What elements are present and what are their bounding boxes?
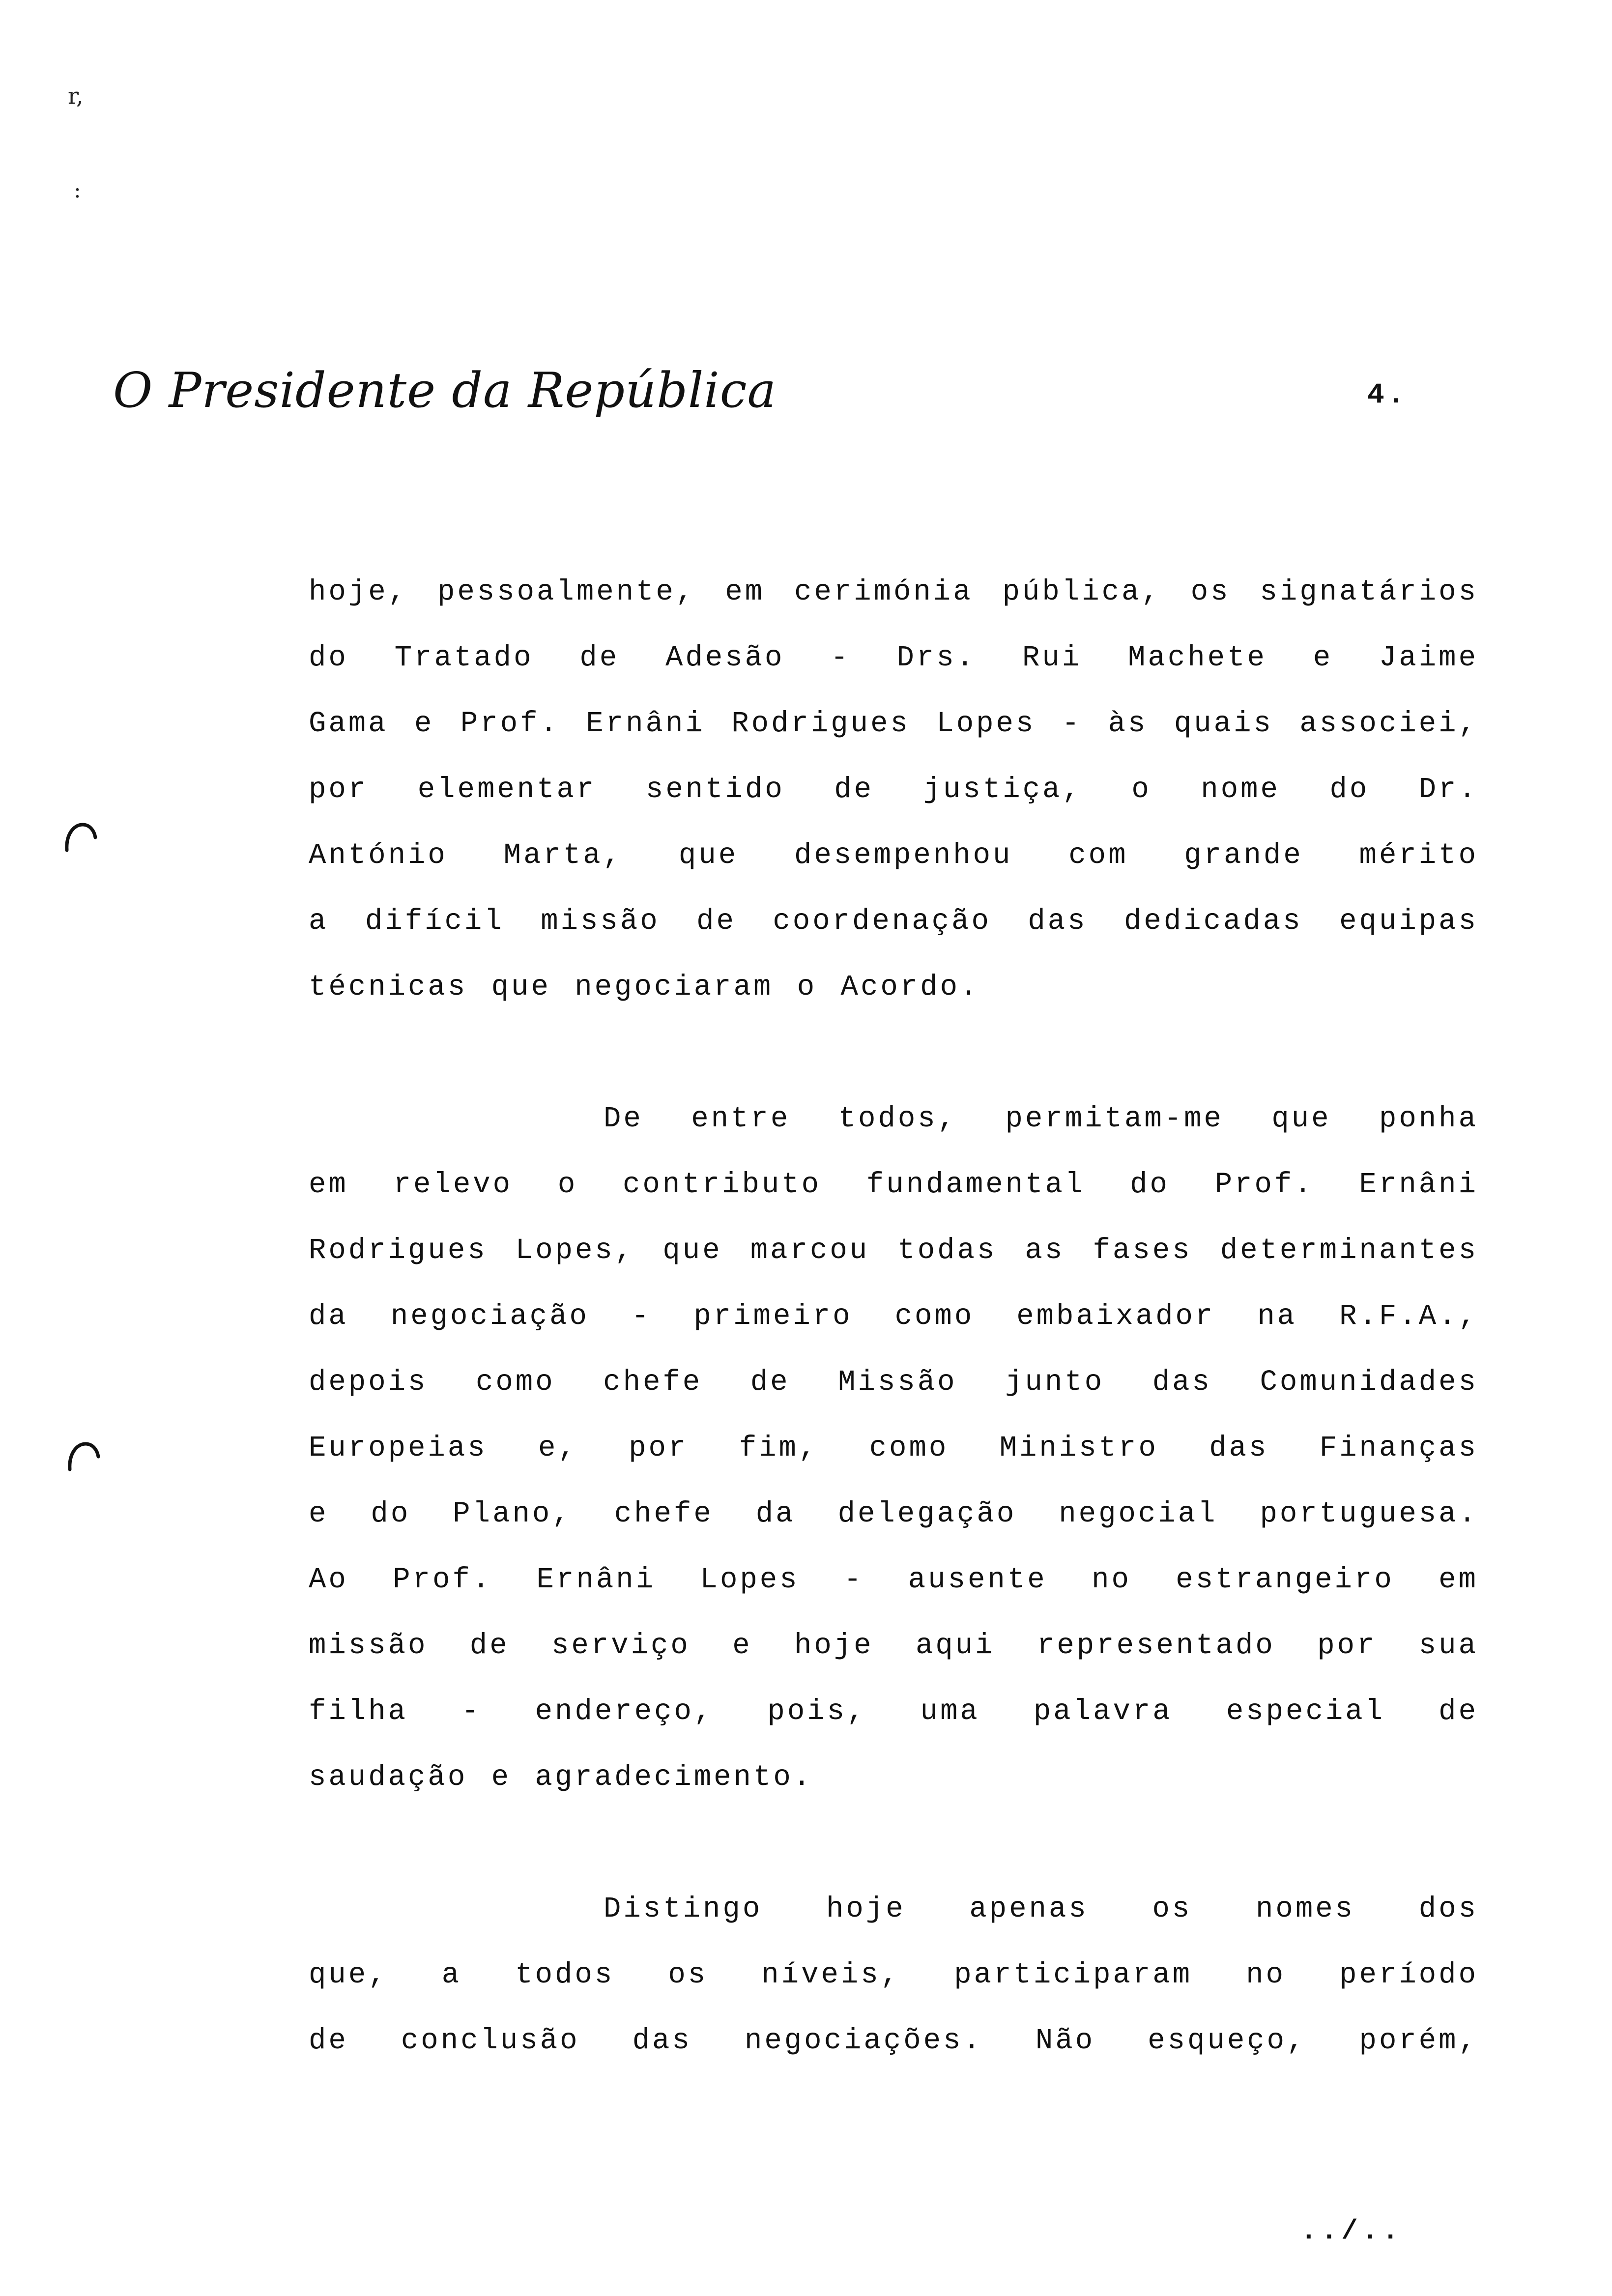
text-line: filha - endereço, pois, uma palavra especial de	[309, 1695, 1478, 1728]
text-line: hoje, pessoalmente, em cerimónia pública, os signatários	[309, 575, 1478, 608]
punch-hole-icon	[63, 820, 98, 855]
text-line: e do Plano, chefe da delegação negocial portuguesa.	[309, 1497, 1478, 1530]
margin-mark: :	[74, 178, 81, 203]
text-line: por elementar sentido de justiça, o nome do Dr.	[309, 773, 1478, 806]
paragraph	[309, 570, 1478, 1031]
text-line: que, a todos os níveis, participaram no período	[309, 1958, 1478, 1991]
punch-hole-icon	[66, 1439, 101, 1474]
text-line: da negociação - primeiro como embaixador na R.F.A.,	[309, 1300, 1478, 1333]
body-text	[309, 570, 1478, 2085]
text-line: Rodrigues Lopes, que marcou todas as fases determinantes	[309, 1234, 1478, 1267]
continuation-mark: ../..	[1300, 2215, 1403, 2247]
text-line: saudação e agradecimento.	[309, 1761, 813, 1794]
text-line: António Marta, que desempenhou com grande mérito	[309, 839, 1478, 872]
text-line: do Tratado de Adesão - Drs. Rui Machete e Jaime	[309, 641, 1478, 674]
letterhead: O Presidente da República	[113, 363, 777, 419]
text-line: missão de serviço e hoje aqui representado por sua	[309, 1629, 1478, 1662]
paragraph	[309, 1887, 1478, 2085]
page-number: 4.	[1367, 379, 1408, 411]
margin-mark: r,	[68, 83, 84, 109]
text-line: Distingo hoje apenas os nomes dos	[604, 1893, 1478, 1925]
text-line: técnicas que negociaram o Acordo.	[309, 971, 980, 1004]
text-line: Europeias e, por fim, como Ministro das Finanças	[309, 1432, 1478, 1464]
text-line: depois como chefe de Missão junto das Comunidades	[309, 1366, 1478, 1399]
text-line: em relevo o contributo fundamental do Prof. Ernâni	[309, 1168, 1478, 1201]
text-line: de conclusão das negociações. Não esqueço, porém,	[309, 2024, 1478, 2057]
text-line: Ao Prof. Ernâni Lopes - ausente no estrangeiro em	[309, 1563, 1478, 1596]
text-line: a difícil missão de coordenação das dedicadas equipas	[309, 905, 1478, 938]
paragraph	[309, 1097, 1478, 1821]
text-line: Gama e Prof. Ernâni Rodrigues Lopes - às quais associei,	[309, 707, 1478, 740]
text-line: De entre todos, permitam-me que ponha	[604, 1102, 1478, 1135]
